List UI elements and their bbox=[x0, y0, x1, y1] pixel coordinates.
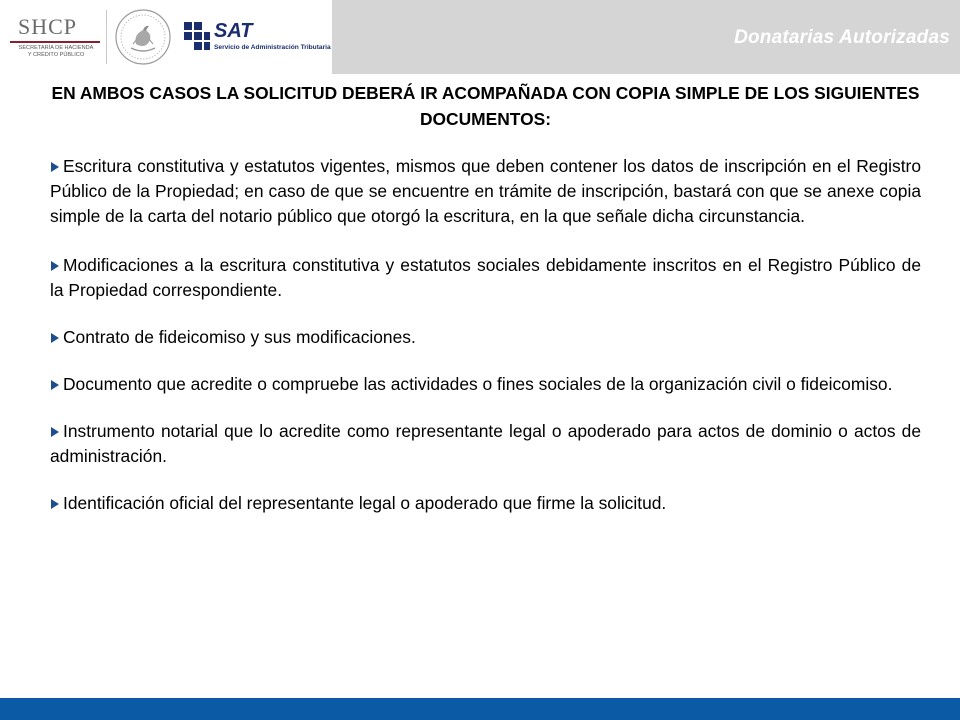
triangle-bullet-icon bbox=[50, 498, 60, 510]
mexican-coat-of-arms-seal-icon bbox=[114, 8, 172, 66]
list-item bbox=[50, 154, 921, 229]
list-item-text: Documento que acredite o compruebe las actividades o fines sociales de la organización civil o fideicomiso. bbox=[63, 374, 893, 394]
list-item bbox=[50, 419, 921, 469]
shcp-logo-subtitle: SECRETARÍA DE HACIENDA Y CRÉDITO PÚBLICO bbox=[18, 45, 94, 58]
triangle-bullet-icon bbox=[50, 332, 60, 344]
page-title: Donatarias Autorizadas bbox=[734, 27, 950, 48]
header bbox=[0, 0, 960, 74]
sat-logo-mark-icon bbox=[182, 20, 212, 52]
section-heading: EN AMBOS CASOS LA SOLICITUD DEBERÁ IR ACOMPAÑADA CON COPIA SIMPLE DE LOS SIGUIENTES DOCUMENTOS: bbox=[51, 83, 920, 129]
list-item-text: Modificaciones a la escritura constitutiva y estatutos sociales debidamente inscritos en el Registro Público de la Propiedad correspondiente. bbox=[50, 255, 921, 300]
header-band bbox=[332, 0, 960, 74]
document-body bbox=[50, 80, 921, 538]
footer-bar bbox=[0, 698, 960, 720]
list-item bbox=[50, 491, 921, 516]
list-item bbox=[50, 253, 921, 303]
logo-area bbox=[0, 0, 332, 74]
sat-logo-subtitle: Servicio de Administración Tributaria bbox=[214, 44, 331, 51]
shcp-logo-name: SHCP bbox=[18, 14, 78, 39]
list-item-text: Escritura constitutiva y estatutos vigentes, mismos que deben contener los datos de inscripción en el Registro Público de la Propiedad; en caso de que se encuentre en trámite de inscripción, bastará con que se anexe copia simple de la carta del notario público que otorgó la escritura, en la que señale dicha circunstancia. bbox=[50, 156, 921, 226]
logo-divider bbox=[106, 10, 107, 64]
triangle-bullet-icon bbox=[50, 379, 60, 391]
shcp-logo bbox=[10, 14, 100, 62]
sat-logo-name: SAT bbox=[214, 20, 253, 42]
list-item-text: Contrato de fideicomiso y sus modificaciones. bbox=[63, 327, 416, 347]
list-item bbox=[50, 325, 921, 350]
list-item bbox=[50, 372, 921, 397]
list-item-text: Identificación oficial del representante legal o apoderado que firme la solicitud. bbox=[63, 493, 667, 513]
triangle-bullet-icon bbox=[50, 260, 60, 272]
sat-logo bbox=[182, 18, 332, 56]
triangle-bullet-icon bbox=[50, 161, 60, 173]
list-item-text: Instrumento notarial que lo acredite como representante legal o apoderado para actos de dominio o actos de administración. bbox=[50, 421, 921, 466]
triangle-bullet-icon bbox=[50, 426, 60, 438]
shcp-logo-rule bbox=[10, 41, 100, 43]
